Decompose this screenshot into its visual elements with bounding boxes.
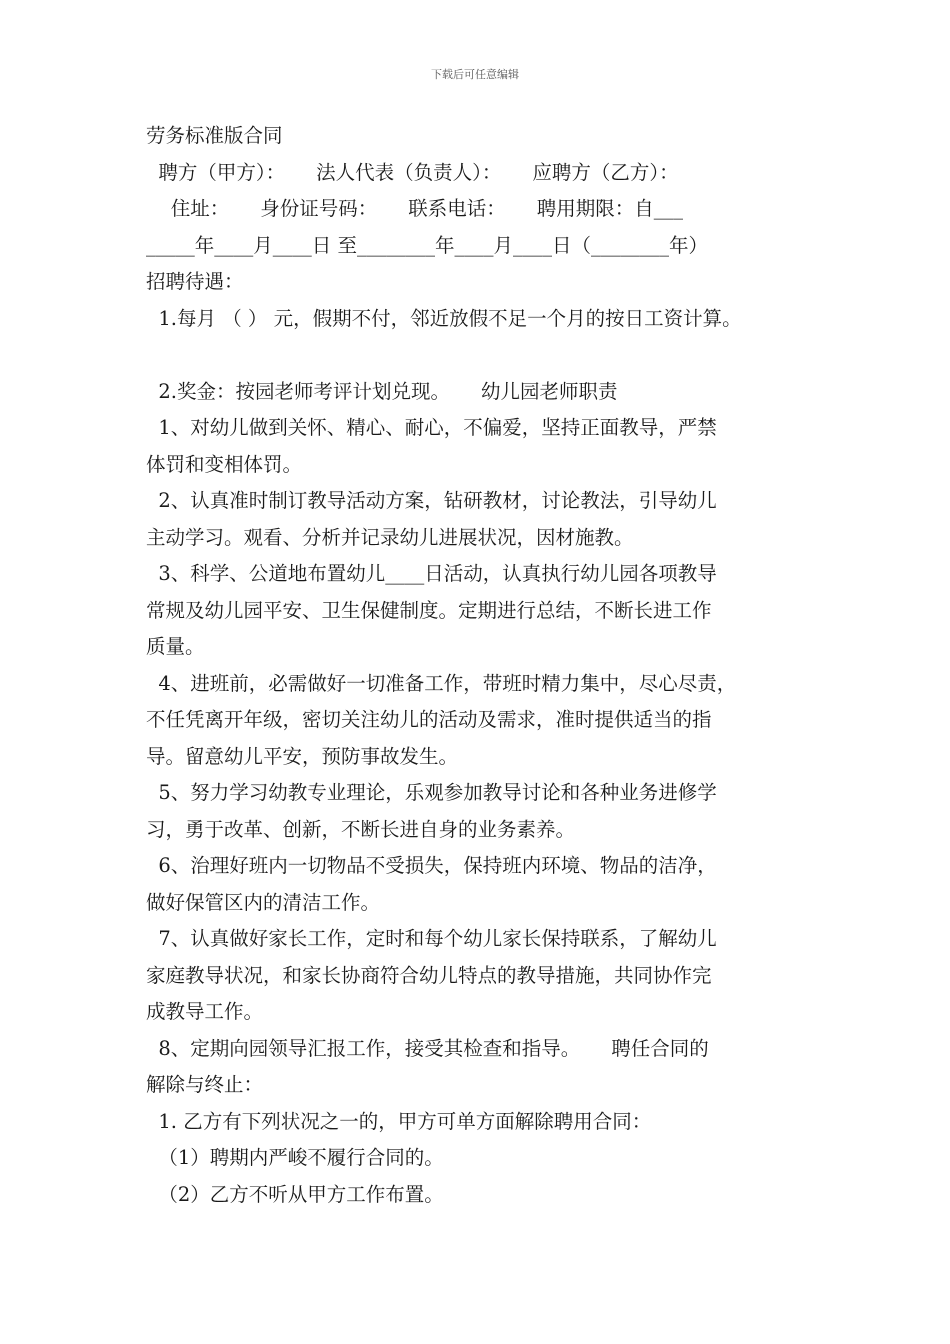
text-line: 6、治理好班内一切物品不受损失，保持班内环境、物品的洁净， [146,854,717,877]
blank-line [146,337,826,374]
text-line: 质量。 [146,635,205,658]
text-line: 7、认真做好家长工作，定时和每个幼儿家长保持联系，了解幼儿 [146,927,717,950]
header-note: 下载后可任意编辑 [431,68,519,81]
text-line: 导。留意幼儿平安，预防事故发生。 [146,744,459,768]
text-line: 做好保管区内的清洁工作。 [146,890,381,914]
text-line: 成教导工作。 [146,1000,264,1023]
text-line: 住址： 身份证号码： 联系电话： 聘用期限：自___ [146,197,684,220]
text-line: 招聘待遇： [146,270,244,293]
text-line: 常规及幼儿园平安、卫生保健制度。定期进行总结，不断长进工作 [146,598,712,622]
text-line: 体罚和变相体罚。 [146,452,303,476]
text-line: 1. 乙方有下列状况之一的，甲方可单方面解除聘用合同： [146,1109,652,1133]
text-line: 家庭教导状况，和家长协商符合幼儿特点的教导措施，共同协作完 [146,963,712,987]
text-line: 8、定期向园领导汇报工作，接受其检查和指导。 聘任合同的 [146,1036,709,1060]
text-line: 习，勇于改革、创新，不断长进自身的业务素养。 [146,817,576,841]
text-line: 聘方（甲方）： 法人代表（负责人）： 应聘方（乙方）： [146,160,679,184]
text-line: （1）聘期内严峻不履行合同的。 [146,1146,444,1169]
text-line: 4、进班前，必需做好一切准备工作，带班时精力集中，尽心尽责， [146,671,737,695]
text-line: 1.每月 （ ） 元，假期不付，邻近放假不足一个月的按日工资计算。 [146,306,742,330]
text-line: 5、努力学习幼教专业理论，乐观参加教导讨论和各种业务进修学 [146,781,717,804]
document-body [146,118,826,1213]
text-line: _____年____月____日 至________年____月____日（________年） [146,233,708,257]
text-line: （2）乙方不听从甲方工作布置。 [146,1182,444,1206]
text-line: 主动学习。观看、分析并记录幼儿进展状况，因材施教。 [146,525,634,549]
text-line: 2、认真准时制订教导活动方案，钻研教材，讨论教法，引导幼儿 [146,489,717,512]
text-line: 1、对幼儿做到关怀、精心、耐心，不偏爱，坚持正面教导，严禁 [146,416,717,439]
text-line: 解除与终止： [146,1073,264,1096]
text-line: 不任凭离开年级，密切关注幼儿的活动及需求，准时提供适当的指 [146,708,712,731]
document-title: 劳务标准版合同 [146,124,283,147]
text-line: 2.奖金：按园老师考评计划兑现。 幼儿园老师职责 [146,379,618,403]
text-line: 3、科学、公道地布置幼儿____日活动，认真执行幼儿园各项教导 [146,562,717,585]
